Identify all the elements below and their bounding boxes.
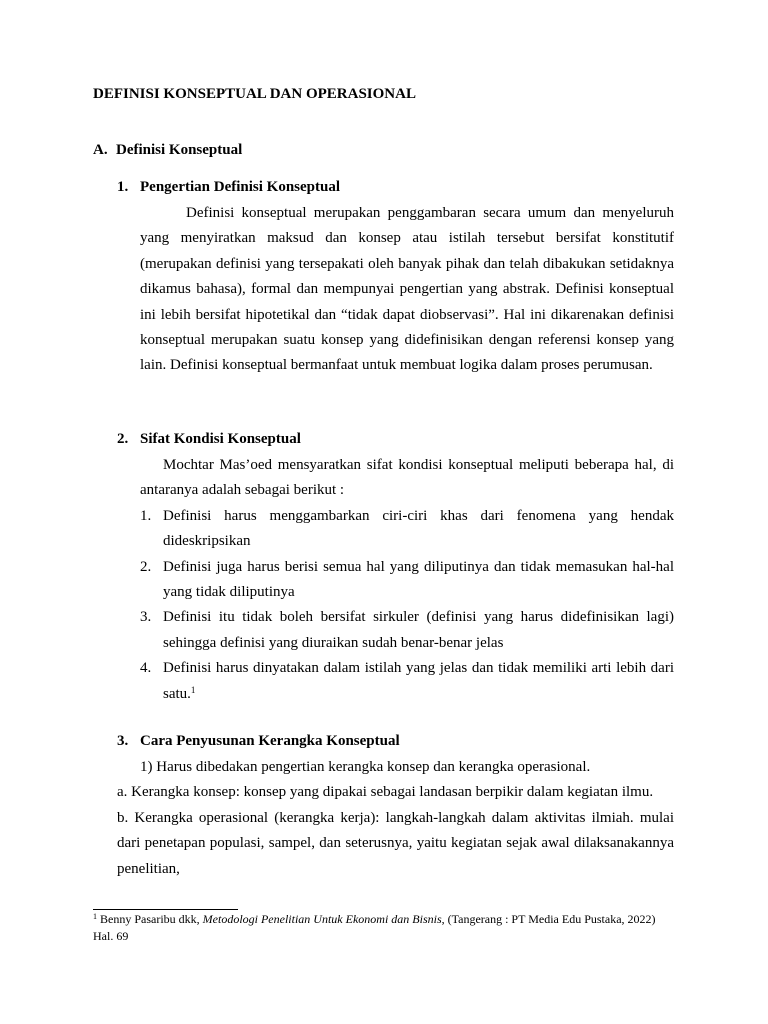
list-item [140, 555, 674, 606]
footnote [93, 911, 673, 945]
footnote-book-title: Metodologi Penelitian Untuk Ekonomi dan Bisnis [202, 912, 442, 926]
footnote-author: Benny Pasaribu dkk, [97, 912, 203, 926]
list-item-number: 1. [140, 507, 152, 524]
section-a-title: Definisi Konseptual [116, 142, 243, 158]
subsection-3-point-a: a. Kerangka konsep: konsep yang dipakai sebagai landasan berpikir dalam kegiatan ilmu. [117, 784, 654, 801]
footnote-reference[interactable]: 1 [190, 684, 196, 695]
subsection-3-point-b: b. Kerangka operasional (kerangka kerja): langkah-langkah dalam aktivitas ilmiah. mulai dari penetapan populasi, sampel, dan seterusnya, yaitu kegiatan sejak awal dilaksanakannya penelitian, [117, 809, 674, 877]
subsection-3 [117, 729, 674, 882]
list-item [140, 656, 674, 707]
subsection-2 [117, 427, 674, 707]
footnote-publisher: , (Tangerang : PT Media Edu Pustaka, 2022) Hal. 69 [93, 912, 656, 943]
subsection-2-heading [117, 427, 674, 452]
subsection-1-number: 1. [117, 179, 129, 195]
subsection-1-paragraph: Definisi konseptual merupakan penggambaran secara umum dan menyeluruh yang menyiratkan maksud dan konsep atau istilah tersebut bersifat konstitutif (merupakan definisi yang tersepakati oleh banyak pihak dan telah dibakukan setidaknya dikamus bahasa), formal dan mempunyai pengertian yang abstrak. Definisi konseptual ini lebih bersifat hipotetikal dan “tidak dapat diobservasi”. Hal ini dikarenakan definisi konseptual merupakan suatu konsep yang didefinisikan dengan referensi konsep yang lain. Definisi konseptual bermanfaat untuk membuat logika dalam proses perumusan. [140, 205, 674, 374]
footnote-mark: 1 [93, 912, 97, 921]
subsection-3-number: 3. [117, 733, 129, 749]
criteria-list [140, 504, 674, 707]
document-title: DEFINISI KONSEPTUAL DAN OPERASIONAL [93, 86, 416, 102]
subsection-1-heading [117, 175, 674, 200]
footnote-separator [93, 909, 238, 910]
section-a-number: A. [93, 142, 108, 158]
list-item-number: 4. [140, 660, 152, 677]
subsection-2-intro: Mochtar Mas’oed mensyaratkan sifat kondisi konseptual meliputi beberapa hal, di antaranya adalah sebagai berikut : [140, 457, 674, 499]
subsection-3-heading [117, 729, 674, 754]
list-item-text: Definisi juga harus berisi semua hal yang diliputinya dan tidak memasukan hal-hal yang tidak diliputinya [163, 558, 674, 601]
list-item-text: Definisi harus menggambarkan ciri-ciri khas dari fenomena yang hendak dideskripsikan [163, 507, 674, 550]
subsection-3-title: Cara Penyusunan Kerangka Konseptual [140, 733, 400, 749]
subsection-2-number: 2. [117, 431, 129, 447]
list-item-text: Definisi harus dinyatakan dalam istilah yang jelas dan tidak memiliki arti lebih dari satu. [163, 660, 674, 702]
list-item-text: Definisi itu tidak boleh bersifat sirkuler (definisi yang harus didefinisikan lagi) sehingga definisi yang diuraikan sudah benar-benar jelas [163, 609, 674, 651]
list-item [140, 605, 674, 656]
section-a-heading [93, 142, 242, 159]
subsection-1-title: Pengertian Definisi Konseptual [140, 179, 341, 195]
subsection-1 [117, 175, 674, 379]
subsection-2-title: Sifat Kondisi Konseptual [140, 431, 301, 447]
subsection-3-point-1: 1) Harus dibedakan pengertian kerangka konsep dan kerangka operasional. [140, 759, 591, 775]
list-item [140, 504, 674, 555]
list-item-number: 2. [140, 558, 152, 575]
list-item-number: 3. [140, 609, 152, 626]
